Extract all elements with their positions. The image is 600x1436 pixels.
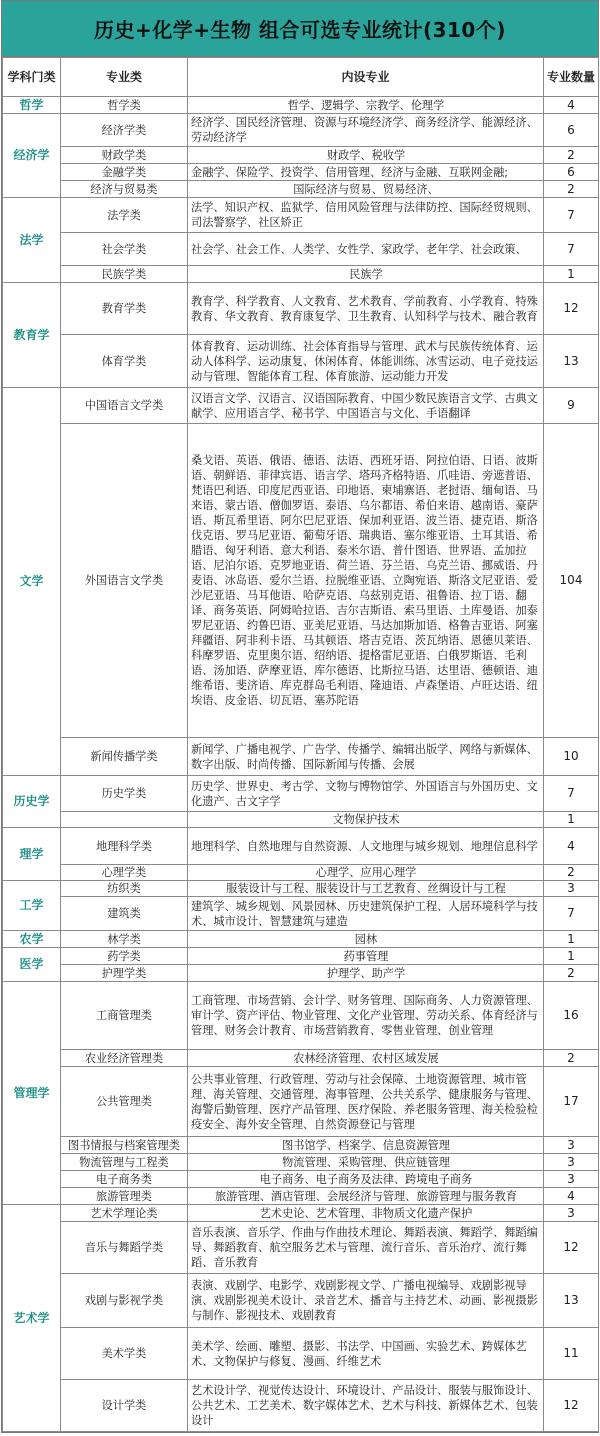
majors-cell: 法学、知识产权、监狱学、信用风险管理与法律防控、国际经贸规则、司法警察学、社区矫正 bbox=[188, 198, 544, 233]
class-cell: 中国语言文学类 bbox=[61, 388, 188, 424]
table-row bbox=[3, 828, 599, 865]
count-cell: 2 bbox=[544, 965, 599, 982]
class-cell: 哲学类 bbox=[61, 97, 188, 114]
majors-cell: 图书馆学、档案学、信息资源管理 bbox=[188, 1137, 544, 1154]
majors-cell: 电子商务、电子商务及法律、跨境电子商务 bbox=[188, 1171, 544, 1188]
class-cell: 纺织类 bbox=[61, 881, 188, 897]
count-cell: 1 bbox=[544, 266, 599, 283]
table-row bbox=[3, 897, 599, 931]
header-row bbox=[3, 58, 599, 97]
count-cell: 4 bbox=[544, 1188, 599, 1205]
class-cell: 社会学类 bbox=[61, 233, 188, 266]
header-category: 学科门类 bbox=[3, 58, 61, 97]
majors-cell: 公共事业管理、行政管理、劳动与社会保障、土地资源管理、城市管理、海关管理、交通管理、海事管理、公共关系学、健康服务与管理、海警后勤管理、医疗产品管理、医疗保险、养老服务管理、海关检验检疫安全、海外安全管理、自然资源登记与管理 bbox=[188, 1067, 544, 1137]
class-cell: 农业经济管理类 bbox=[61, 1050, 188, 1067]
count-cell: 3 bbox=[544, 1154, 599, 1171]
class-cell: 电子商务类 bbox=[61, 1171, 188, 1188]
header-majors: 内设专业 bbox=[188, 58, 544, 97]
majors-cell: 服装设计与工程、服装设计与工艺教育、丝绸设计与工程 bbox=[188, 881, 544, 897]
majors-cell: 社会学、社会工作、人类学、女性学、家政学、老年学、社会政策、 bbox=[188, 233, 544, 266]
table-row bbox=[3, 865, 599, 881]
table-row bbox=[3, 164, 599, 181]
majors-cell: 教育学、科学教育、人文教育、艺术教育、学前教育、小学教育、特殊教育、华文教育、教育康复学、卫生教育、认知科学与技术、融合教育 bbox=[188, 283, 544, 335]
count-cell: 104 bbox=[544, 424, 599, 738]
class-cell: 艺术学理论类 bbox=[61, 1205, 188, 1222]
class-cell: 民族学类 bbox=[61, 266, 188, 283]
majors-cell: 文物保护技术 bbox=[188, 812, 544, 828]
class-cell: 教育学类 bbox=[61, 283, 188, 335]
class-cell: 地理科学类 bbox=[61, 828, 188, 865]
majors-table bbox=[2, 57, 599, 1432]
count-cell: 12 bbox=[544, 1222, 599, 1274]
class-cell: 旅游管理类 bbox=[61, 1188, 188, 1205]
majors-cell: 建筑学、城乡规划、风景园林、历史建筑保护工程、人居环境科学与技术、城市设计、智慧建筑与建造 bbox=[188, 897, 544, 931]
table-row bbox=[3, 1171, 599, 1188]
majors-cell: 民族学 bbox=[188, 266, 544, 283]
majors-cell: 财政学、税收学 bbox=[188, 147, 544, 164]
majors-cell: 艺术设计学、视觉传达设计、环境设计、产品设计、服装与服饰设计、公共艺术、工艺美术、数字媒体艺术、艺术与科技、新媒体艺术、包装设计 bbox=[188, 1380, 544, 1432]
count-cell: 7 bbox=[544, 198, 599, 233]
majors-cell: 药事管理 bbox=[188, 948, 544, 965]
class-cell: 历史学类 bbox=[61, 776, 188, 812]
class-cell: 财政学类 bbox=[61, 147, 188, 164]
category-cell: 理学 bbox=[3, 828, 61, 881]
class-cell: 音乐与舞蹈学类 bbox=[61, 1222, 188, 1274]
table-row bbox=[3, 424, 599, 738]
table-row bbox=[3, 776, 599, 812]
count-cell: 11 bbox=[544, 1328, 599, 1380]
category-cell: 法学 bbox=[3, 198, 61, 283]
table-row bbox=[3, 812, 599, 828]
class-cell: 工商管理类 bbox=[61, 982, 188, 1050]
class-cell: 法学类 bbox=[61, 198, 188, 233]
count-cell: 3 bbox=[544, 1205, 599, 1222]
count-cell: 12 bbox=[544, 1380, 599, 1432]
table-row bbox=[3, 982, 599, 1050]
count-cell: 3 bbox=[544, 881, 599, 897]
table-row bbox=[3, 147, 599, 164]
class-cell: 戏剧与影视学类 bbox=[61, 1274, 188, 1328]
count-cell: 7 bbox=[544, 233, 599, 266]
table-row bbox=[3, 1380, 599, 1432]
table-row bbox=[3, 97, 599, 114]
category-cell: 艺术学 bbox=[3, 1205, 61, 1432]
class-cell: 经济学类 bbox=[61, 114, 188, 147]
header-class: 专业类 bbox=[61, 58, 188, 97]
count-cell: 2 bbox=[544, 181, 599, 198]
table-row bbox=[3, 1067, 599, 1137]
majors-cell: 表演、戏剧学、电影学、戏剧影视文学、广播电视编导、戏剧影视导演、戏剧影视美术设计、录音艺术、播音与主持艺术、动画、影视摄影与制作、影视技术、戏剧教育 bbox=[188, 1274, 544, 1328]
count-cell: 4 bbox=[544, 97, 599, 114]
majors-cell: 护理学、助产学 bbox=[188, 965, 544, 982]
majors-cell: 旅游管理、酒店管理、会展经济与管理、旅游管理与服务教育 bbox=[188, 1188, 544, 1205]
table-row bbox=[3, 266, 599, 283]
category-cell: 农学 bbox=[3, 931, 61, 948]
class-cell: 心理学类 bbox=[61, 865, 188, 881]
majors-cell: 音乐表演、音乐学、作曲与作曲技术理论、舞蹈表演、舞蹈学、舞蹈编导、舞蹈教育、航空服务艺术与管理、流行音乐、音乐治疗、流行舞蹈、音乐教育 bbox=[188, 1222, 544, 1274]
table-body bbox=[3, 97, 599, 1432]
table-row bbox=[3, 1188, 599, 1205]
count-cell: 1 bbox=[544, 948, 599, 965]
table-row bbox=[3, 1222, 599, 1274]
table-row bbox=[3, 1205, 599, 1222]
majors-cell: 美术学、绘画、雕塑、摄影、书法学、中国画、实验艺术、跨媒体艺术、文物保护与修复、漫画、纤维艺术 bbox=[188, 1328, 544, 1380]
table-title: 历史+化学+生物 组合可选专业统计(310个) bbox=[2, 1, 598, 57]
table-row bbox=[3, 881, 599, 897]
majors-cell: 经济学、国民经济管理、资源与环境经济学、商务经济学、能源经济、劳动经济学 bbox=[188, 114, 544, 147]
count-cell: 10 bbox=[544, 738, 599, 776]
count-cell: 2 bbox=[544, 1050, 599, 1067]
count-cell: 13 bbox=[544, 335, 599, 388]
count-cell: 6 bbox=[544, 114, 599, 147]
majors-cell: 园林 bbox=[188, 931, 544, 948]
table-row bbox=[3, 233, 599, 266]
category-cell: 经济学 bbox=[3, 114, 61, 198]
count-cell: 17 bbox=[544, 1067, 599, 1137]
majors-cell: 国际经济与贸易、贸易经济、 bbox=[188, 181, 544, 198]
count-cell: 4 bbox=[544, 828, 599, 865]
count-cell: 7 bbox=[544, 776, 599, 812]
majors-cell: 哲学、逻辑学、宗教学、伦理学 bbox=[188, 97, 544, 114]
majors-cell: 体育教育、运动训练、社会体育指导与管理、武术与民族传统体育、运动人体科学、运动康复、休闲体育、体能训练、冰雪运动、电子竞技运动与管理、智能体育工程、体育旅游、运动能力开发 bbox=[188, 335, 544, 388]
header-count: 专业数量 bbox=[544, 58, 599, 97]
class-cell: 体育学类 bbox=[61, 335, 188, 388]
majors-cell: 汉语言文学、汉语言、汉语国际教育、中国少数民族语言文学、古典文献学、应用语言学、秘书学、中国语言与文化、手语翻译 bbox=[188, 388, 544, 424]
majors-cell: 地理科学、自然地理与自然资源、人文地理与城乡规划、地理信息科学 bbox=[188, 828, 544, 865]
count-cell: 3 bbox=[544, 1171, 599, 1188]
class-cell: 护理学类 bbox=[61, 965, 188, 982]
class-cell: 美术学类 bbox=[61, 1328, 188, 1380]
majors-cell: 物流管理、采购管理、供应链管理 bbox=[188, 1154, 544, 1171]
majors-cell: 农林经济管理、农村区域发展 bbox=[188, 1050, 544, 1067]
class-cell: 图书情报与档案管理类 bbox=[61, 1137, 188, 1154]
class-cell: 新闻传播学类 bbox=[61, 738, 188, 776]
count-cell: 2 bbox=[544, 865, 599, 881]
majors-cell: 金融学、保险学、投资学、信用管理、经济与金融、互联网金融; bbox=[188, 164, 544, 181]
count-cell: 9 bbox=[544, 388, 599, 424]
category-cell: 文学 bbox=[3, 388, 61, 776]
category-cell: 教育学 bbox=[3, 283, 61, 388]
count-cell: 1 bbox=[544, 812, 599, 828]
majors-cell: 心理学、应用心理学 bbox=[188, 865, 544, 881]
category-cell: 历史学 bbox=[3, 776, 61, 828]
count-cell: 12 bbox=[544, 283, 599, 335]
table-row bbox=[3, 1050, 599, 1067]
majors-cell: 历史学、世界史、考古学、文物与博物馆学、外国语言与外国历史、文化遗产、古文字学 bbox=[188, 776, 544, 812]
majors-cell: 艺术史论、艺术管理、非物质文化遗产保护 bbox=[188, 1205, 544, 1222]
table-row bbox=[3, 1154, 599, 1171]
category-cell: 哲学 bbox=[3, 97, 61, 114]
majors-cell: 新闻学、广播电视学、广告学、传播学、编辑出版学、网络与新媒体、数字出版、时尚传播、国际新闻与传播、会展 bbox=[188, 738, 544, 776]
table-row bbox=[3, 335, 599, 388]
count-cell: 13 bbox=[544, 1274, 599, 1328]
table-row bbox=[3, 198, 599, 233]
table-row bbox=[3, 114, 599, 147]
class-cell: 药学类 bbox=[61, 948, 188, 965]
class-cell: 建筑类 bbox=[61, 897, 188, 931]
class-cell: 物流管理与工程类 bbox=[61, 1154, 188, 1171]
count-cell: 1 bbox=[544, 931, 599, 948]
category-cell: 工学 bbox=[3, 881, 61, 931]
count-cell: 6 bbox=[544, 164, 599, 181]
count-cell: 16 bbox=[544, 982, 599, 1050]
count-cell: 2 bbox=[544, 147, 599, 164]
class-cell: 林学类 bbox=[61, 931, 188, 948]
table-row bbox=[3, 965, 599, 982]
table-row bbox=[3, 181, 599, 198]
count-cell: 3 bbox=[544, 1137, 599, 1154]
majors-cell: 桑戈语、英语、俄语、德语、法语、西班牙语、阿拉伯语、日语、波斯语、朝鲜语、菲律宾语、语言学、塔玛齐格特语、爪哇语、旁遮普语、梵语巴利语、印度尼西亚语、印地语、柬埔寨语、老挝语、缅甸语、马来语、蒙古语、僧伽罗语、泰语、乌尔都语、希伯来语、越南语、豪萨语、斯瓦希里语、阿尔巴尼亚语、保加利亚语、波兰语、捷克语、斯洛伐克语、罗马尼亚语、葡萄牙语、瑞典语、塞尔维亚语、土耳其语、希腊语、匈牙利语、意大利语、泰米尔语、普什图语、世界语、孟加拉语、尼泊尔语、克罗地亚语、荷兰语、芬兰语、乌克兰语、挪威语、丹麦语、冰岛语、爱尔兰语、拉脱维亚语、立陶宛语、斯洛文尼亚语、爱沙尼亚语、马耳他语、哈萨克语、乌兹别克语、祖鲁语、拉丁语、翻译、商务英语、阿姆哈拉语、吉尔吉斯语、索马里语、土库曼语、加泰罗尼亚语、约鲁巴语、亚美尼亚语、马达加斯加语、格鲁吉亚语、阿塞拜疆语、阿非利卡语、马其顿语、塔吉克语、茨瓦纳语、恩德贝莱语、科摩罗语、克里奥尔语、绍纳语、提格雷尼亚语、白俄罗斯语、毛利语、汤加语、萨摩亚语、库尔德语、比斯拉马语、达里语、德顿语、迪维希语、斐济语、库克群岛毛利语、隆迪语、卢森堡语、卢旺达语、纽埃语、皮金语、切瓦语、塞苏陀语 bbox=[188, 424, 544, 738]
count-cell: 7 bbox=[544, 897, 599, 931]
class-cell: 公共管理类 bbox=[61, 1067, 188, 1137]
statistics-table-frame bbox=[1, 0, 599, 1433]
class-cell: 外国语言文学类 bbox=[61, 424, 188, 738]
table-row bbox=[3, 1274, 599, 1328]
table-row bbox=[3, 283, 599, 335]
table-row bbox=[3, 931, 599, 948]
table-row bbox=[3, 1328, 599, 1380]
table-row bbox=[3, 388, 599, 424]
category-cell: 医学 bbox=[3, 948, 61, 982]
class-cell: 设计学类 bbox=[61, 1380, 188, 1432]
class-cell: 经济与贸易类 bbox=[61, 181, 188, 198]
table-row bbox=[3, 1137, 599, 1154]
category-cell: 管理学 bbox=[3, 982, 61, 1205]
table-row bbox=[3, 948, 599, 965]
class-cell bbox=[61, 812, 188, 828]
majors-cell: 工商管理、市场营销、会计学、财务管理、国际商务、人力资源管理、审计学、资产评估、物业管理、文化产业管理、劳动关系、体育经济与管理、财务会计教育、市场营销教育、零售业管理、创业管理 bbox=[188, 982, 544, 1050]
table-row bbox=[3, 738, 599, 776]
class-cell: 金融学类 bbox=[61, 164, 188, 181]
